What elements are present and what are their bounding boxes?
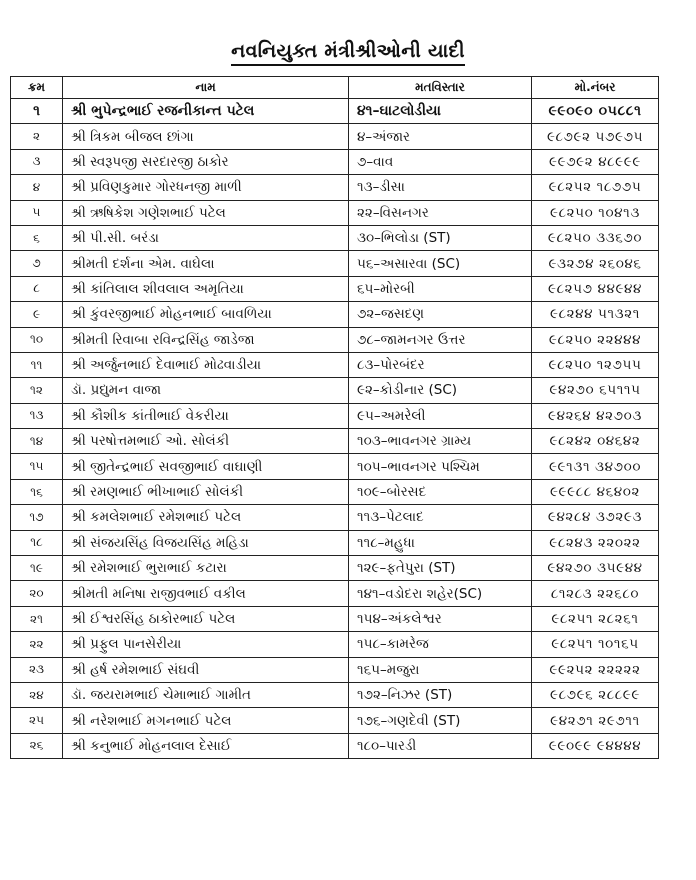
mobile-number: ૯૯૯૮૮ ૪૬૪૦૨ [532,479,659,504]
mobile-number: ૯૯૦૯૯ ૯૪૪૪૪ [532,733,659,758]
row-number: ૨૩ [11,657,63,682]
minister-name: શ્રી અર્જુનભાઈ દેવાભાઈ મોઢવાડીયા [63,352,349,377]
constituency: ૭૨–જસદણ [349,302,532,327]
table-row [11,606,659,631]
constituency: ૩૦–ભિલોડા (ST) [349,225,532,250]
row-number: ૭ [11,251,63,276]
table-row [11,352,659,377]
table-row [11,99,659,124]
minister-name: શ્રી કાંતિલાલ શીવલાલ અમૃતિયા [63,276,349,301]
minister-name: શ્રી સ્વરૂપજી સરદારજી ઠાકોર [63,149,349,174]
constituency: ૧૫૪–અંકલેશ્વર [349,606,532,631]
table-row [11,302,659,327]
ministers-table [10,76,659,759]
minister-name: શ્રીમતી રિવાબા રવિન્દ્રસિંહ જાડેજા [63,327,349,352]
table-row [11,429,659,454]
mobile-number: ૯૮૨૫૦ ૩૩૬૭૦ [532,225,659,250]
minister-name: શ્રી ત્રિકમ બીજલ છાંગા [63,124,349,149]
constituency: ૯૨–કોડીનાર (SC) [349,378,532,403]
mobile-number: ૯૮૨૫૦ ૧૨૭૫૫ [532,352,659,377]
mobile-number: ૯૩૨૭૪ ૨૬૦૪૬ [532,251,659,276]
minister-name: શ્રી રમણભાઈ ભીખાભાઈ સોલંકી [63,479,349,504]
row-number: ૨૫ [11,708,63,733]
constituency: ૮૩–પોરબંદર [349,352,532,377]
table-row [11,124,659,149]
row-number: ૪ [11,175,63,200]
row-number: ૧૩ [11,403,63,428]
table-row [11,530,659,555]
table-row [11,733,659,758]
minister-name: શ્રી પ્રવિણકુમાર ગોરધનજી માળી [63,175,349,200]
row-number: ૧ [11,99,63,124]
constituency: ૧૮૦–પારડી [349,733,532,758]
page-title [0,40,696,62]
constituency: ૧૬૫–મજુરા [349,657,532,682]
constituency: ૫૬–અસારવા (SC) [349,251,532,276]
minister-name: ડૉ. જયરામભાઈ ચેમાભાઈ ગામીત [63,682,349,707]
minister-name: શ્રી કમલેશભાઈ રમેશભાઈ પટેલ [63,505,349,530]
row-number: ૨૧ [11,606,63,631]
constituency: ૬૫–મોરબી [349,276,532,301]
row-number: ૨૨ [11,632,63,657]
row-number: ૫ [11,200,63,225]
row-number: ૯ [11,302,63,327]
constituency: ૧૭૨–નિઝર (ST) [349,682,532,707]
row-number: ૨ [11,124,63,149]
minister-name: શ્રી પી.સી. બરંડા [63,225,349,250]
row-number: ૧૭ [11,505,63,530]
mobile-number: ૯૯૧૩૧ ૩૪૭૦૦ [532,454,659,479]
row-number: ૬ [11,225,63,250]
table-body [11,99,659,759]
table-row [11,403,659,428]
mobile-number: ૯૮૨૫૦ ૨૨૪૪૪ [532,327,659,352]
mobile-number: ૯૮૨૪૪ ૫૧૩૨૧ [532,302,659,327]
constituency: ૧૦૩–ભાવનગર ગ્રામ્ય [349,429,532,454]
mobile-number: ૯૯૭૯૨ ૪૮૯૯૯ [532,149,659,174]
page-title-text: નવનિયુક્ત મંત્રીશ્રીઓની યાદી [231,40,465,66]
constituency: ૭–વાવ [349,149,532,174]
row-number: ૧૮ [11,530,63,555]
mobile-number: ૯૪૨૬૪ ૪૨૭૦૩ [532,403,659,428]
constituency: ૪૧–ઘાટલોડીયા [349,99,532,124]
row-number: ૧૧ [11,352,63,377]
table-row [11,505,659,530]
minister-name: શ્રી કનુભાઈ મોહનલાલ દેસાઈ [63,733,349,758]
table-row [11,200,659,225]
constituency: ૧૧૩–પેટલાદ [349,505,532,530]
table-row [11,581,659,606]
table-row [11,378,659,403]
row-number: ૧૪ [11,429,63,454]
mobile-number: ૯૮૨૫૧ ૨૮૨૬૧ [532,606,659,631]
mobile-number: ૯૮૭૯૬ ૨૮૮૯૯ [532,682,659,707]
minister-name: શ્રીમતી દર્શના એમ. વાઘેલા [63,251,349,276]
constituency: ૧૦૫–ભાવનગર પશ્ચિમ [349,454,532,479]
minister-name: શ્રી પરષોત્તમભાઈ ઓ. સોલંકી [63,429,349,454]
mobile-number: ૯૪૨૭૧ ૨૯૭૧૧ [532,708,659,733]
minister-name: શ્રી રમેશભાઈ ભુરાભાઈ કટારા [63,556,349,581]
row-number: ૧૨ [11,378,63,403]
table-row [11,251,659,276]
table-row [11,327,659,352]
table-row [11,276,659,301]
constituency: ૪–અંજાર [349,124,532,149]
row-number: ૨૬ [11,733,63,758]
row-number: ૩ [11,149,63,174]
constituency: ૯૫–અમરેલી [349,403,532,428]
constituency: ૧૪૧–વડોદરા શહેર(SC) [349,581,532,606]
header-mobile: મો.નંબર [532,77,659,99]
table-row [11,479,659,504]
mobile-number: ૯૪૨૭૦ ૩૫૯૪૪ [532,556,659,581]
constituency: ૧૩–ડીસા [349,175,532,200]
row-number: ૮ [11,276,63,301]
header-constituency: મતવિસ્તાર [349,77,532,99]
minister-name: શ્રી કૌશીક કાંતીભાઈ વેકરીયા [63,403,349,428]
table-row [11,225,659,250]
mobile-number: ૯૮૨૫૦ ૧૦૪૧૩ [532,200,659,225]
mobile-number: ૯૮૭૯૨ ૫૭૯૭૫ [532,124,659,149]
mobile-number: ૯૪૨૭૦ ૬૫૧૧૫ [532,378,659,403]
row-number: ૧૬ [11,479,63,504]
minister-name: શ્રી ઋષિકેશ ગણેશભાઈ પટેલ [63,200,349,225]
constituency: ૧૫૮–કામરેજ [349,632,532,657]
mobile-number: ૮૧૨૮૩ ૨૨૬૮૦ [532,581,659,606]
constituency: ૧૦૯–બોરસદ [349,479,532,504]
constituency: ૧૧૮–મહુધા [349,530,532,555]
row-number: ૨૦ [11,581,63,606]
minister-name: શ્રી કુંવરજીભાઈ મોહનભાઈ બાવળિયા [63,302,349,327]
minister-name: શ્રી ઈશ્વરસિંહ ઠાકોરભાઈ પટેલ [63,606,349,631]
header-name: નામ [63,77,349,99]
constituency: ૨૨–વિસનગર [349,200,532,225]
minister-name: શ્રી પ્રફુલ પાનસેરીયા [63,632,349,657]
mobile-number: ૯૮૨૫૨ ૧૮૭૭૫ [532,175,659,200]
minister-name: શ્રી સંજયસિંહ વિજયસિંહ મહિડા [63,530,349,555]
table-row [11,149,659,174]
constituency: ૧૭૬–ગણદેવી (ST) [349,708,532,733]
table-row [11,556,659,581]
table-row [11,708,659,733]
mobile-number: ૯૮૨૪૨ ૦૪૬૪૨ [532,429,659,454]
mobile-number: ૯૯૨૫૨ ૨૨૨૨૨ [532,657,659,682]
minister-name: શ્રી ભુપેન્દ્રભાઈ રજનીકાન્ત પટેલ [63,99,349,124]
table-row [11,657,659,682]
mobile-number: ૯૮૨૫૭ ૪૪૯૪૪ [532,276,659,301]
mobile-number: ૯૯૦૯૦ ૦૫૮૮૧ [532,99,659,124]
minister-name: શ્રી હર્ષ રમેશભાઈ સંઘવી [63,657,349,682]
row-number: ૧૦ [11,327,63,352]
table-row [11,682,659,707]
mobile-number: ૯૪૨૮૪ ૩૭૨૯૩ [532,505,659,530]
minister-name: ડૉ. પ્રદ્યુમન વાજા [63,378,349,403]
table-header-row [11,77,659,99]
constituency: ૭૮–જામનગર ઉત્તર [349,327,532,352]
mobile-number: ૯૮૨૪૩ ૨૨૦૨૨ [532,530,659,555]
table-row [11,175,659,200]
row-number: ૧૫ [11,454,63,479]
constituency: ૧૨૯–ફતેપુરા (ST) [349,556,532,581]
header-no: ક્રમ [11,77,63,99]
table-row [11,632,659,657]
minister-name: શ્રી નરેશભાઈ મગનભાઈ પટેલ [63,708,349,733]
row-number: ૧૯ [11,556,63,581]
table-row [11,454,659,479]
minister-name: શ્રીમતી મનિષા રાજીવભાઈ વકીલ [63,581,349,606]
mobile-number: ૯૮૨૫૧ ૧૦૧૬૫ [532,632,659,657]
row-number: ૨૪ [11,682,63,707]
minister-name: શ્રી જીતેન્દ્રભાઈ સવજીભાઈ વાઘાણી [63,454,349,479]
